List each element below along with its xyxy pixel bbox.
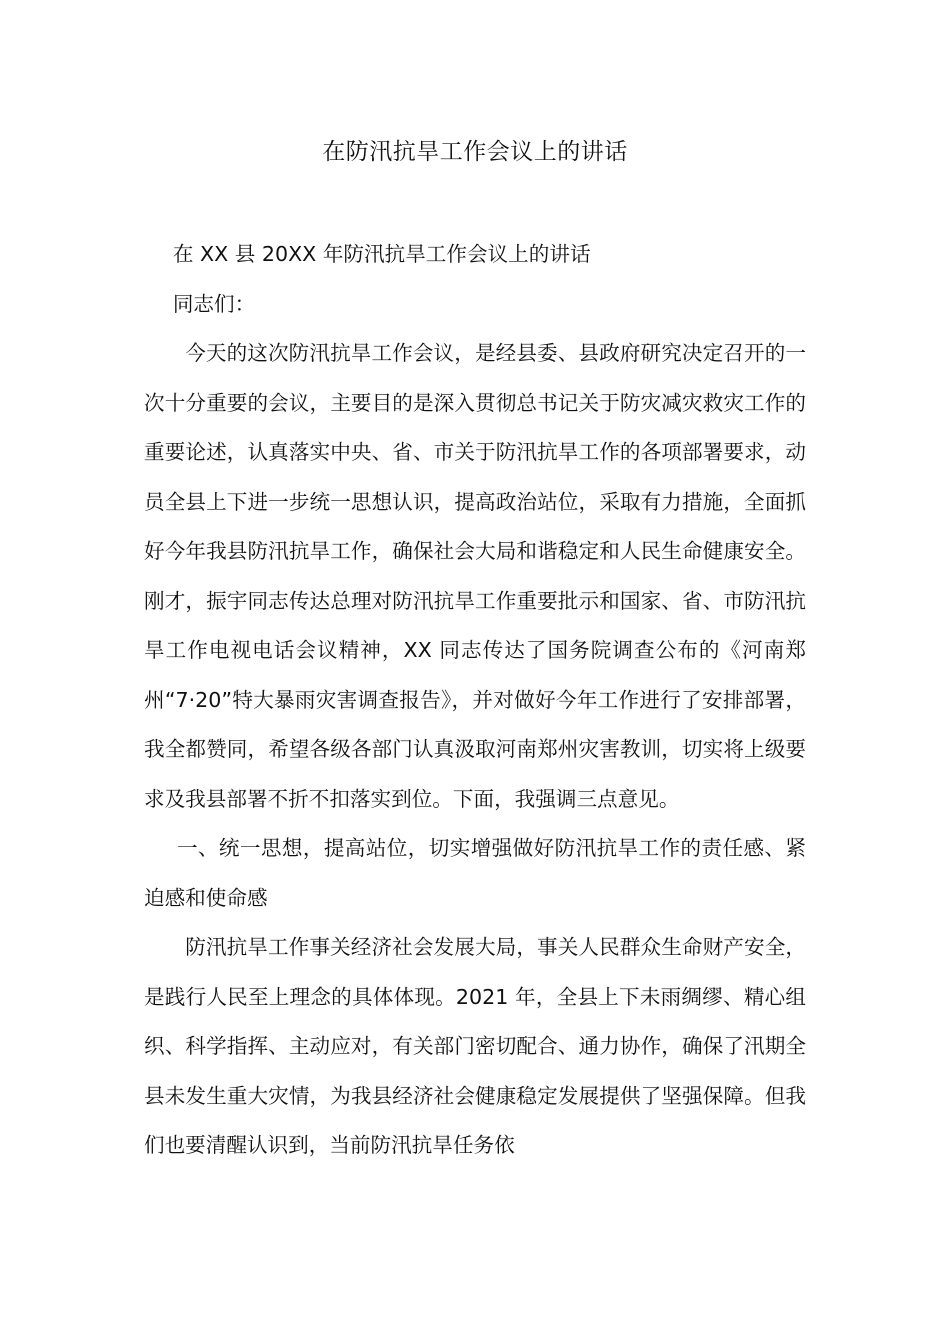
document-body xyxy=(144,230,806,1171)
salutation: 同志们： xyxy=(172,291,256,316)
document-title: 在防汛抗旱工作会议上的讲话 xyxy=(322,139,628,165)
section-heading: 一、统一思想，提高站位，切实增强做好防汛抗旱工作的责任感、紧迫感和使命感 xyxy=(144,836,806,910)
section-paragraph: 防汛抗旱工作事关经济社会发展大局，事关人民群众生命财产安全，是践行人民至上理念的具体体现。2021 年，全县上下未雨绸缪、精心组织、科学指挥、主动应对，有关部门密切配合、通力协作，确保了汛期全县未发生重大灾情，为我县经济社会健康稳定发展提供了坚强保障。但我们也要清醒认识到，当前防汛抗旱任务依 xyxy=(144,935,806,1157)
opening-paragraph: 今天的这次防汛抗旱工作会议，是经县委、县政府研究决定召开的一次十分重要的会议，主要目的是深入贯彻总书记关于防灾减灾救灾工作的重要论述，认真落实中央、省、市关于防汛抗旱工作的各项部署要求，动员全县上下进一步统一思想认识，提高政治站位，采取有力措施，全面抓好今年我县防汛抗旱工作，确保社会大局和谐稳定和人民生命健康安全。刚才，振宇同志传达总理对防汛抗旱工作重要批示和国家、省、市防汛抗旱工作电视电话会议精神，XX 同志传达了国务院调查公布的《河南郑州“7·20”特大暴雨灾害调查报告》，并对做好今年工作进行了安排部署，我全都赞同，希望各级各部门认真汲取河南郑州灾害教训，切实将上级要求及我县部署不折不扣落实到位。下面，我强调三点意见。 xyxy=(144,341,806,811)
document-subtitle: 在 XX 县 20XX 年防汛抗旱工作会议上的讲话 xyxy=(172,242,591,266)
